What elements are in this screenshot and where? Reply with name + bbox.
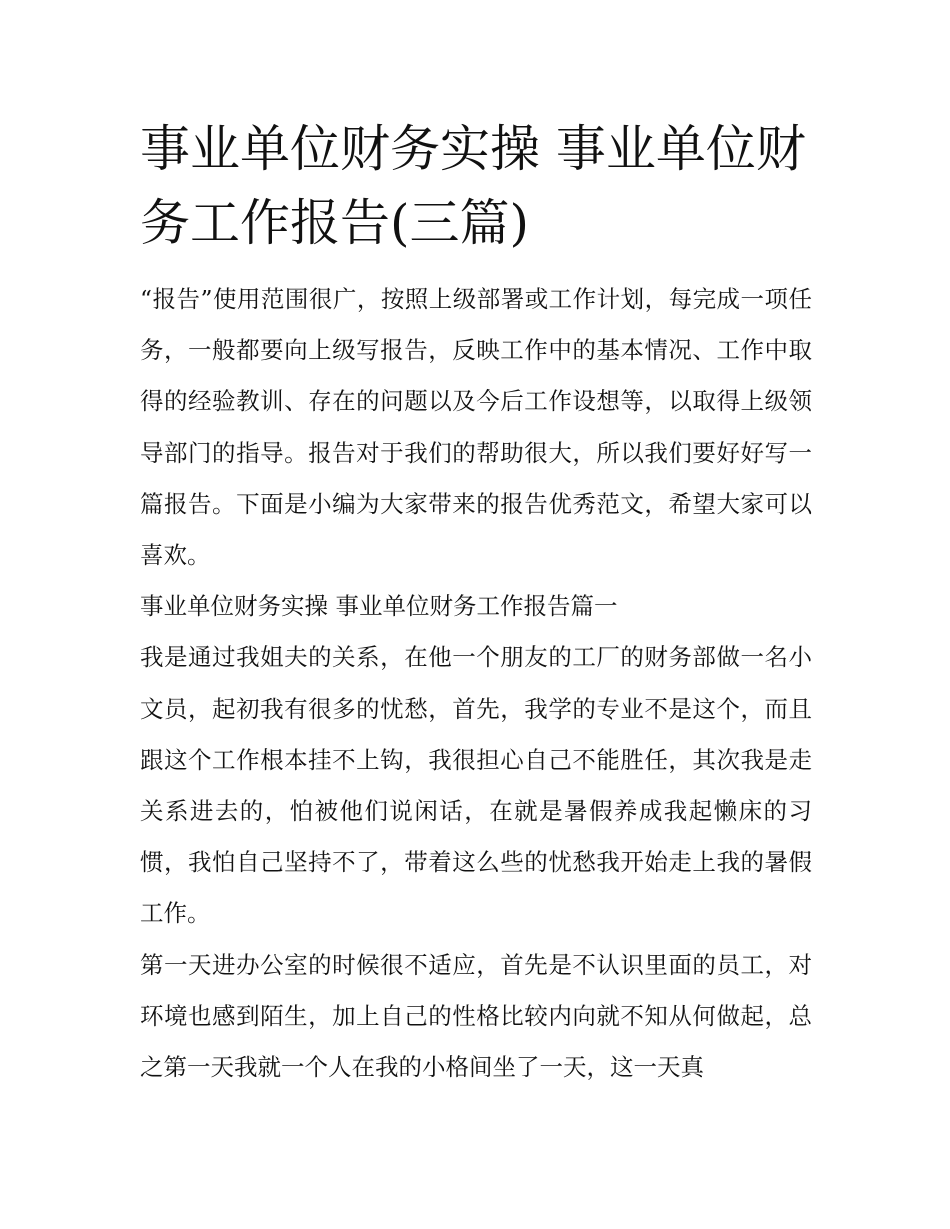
- section-heading: 事业单位财务实操 事业单位财务工作报告篇一: [140, 592, 618, 621]
- intro-paragraph: “报告”使用范围很广，按照上级部署或工作计划，每完成一项任务，一般都要向上级写报告，反映工作中的基本情况、工作中取得的经验教训、存在的问题以及今后工作设想等，以取得上级领导部门的指导。报告对于我们的帮助很大，所以我们要好好写一篇报告。下面是小编为大家带来的报告优秀范文，希望大家可以喜欢。: [140, 285, 812, 570]
- document-page: [140, 112, 812, 1093]
- document-title: 事业单位财务实操 事业单位财务工作报告(三篇): [140, 120, 806, 252]
- body-paragraph: 第一天进办公室的时候很不适应，首先是不认识里面的员工，对环境也感到陌生，加上自己的性格比较内向就不知从何做起，总之第一天我就一个人在我的小格间坐了一天，这一天真: [140, 950, 812, 1082]
- body-paragraph: 我是通过我姐夫的关系，在他一个朋友的工厂的财务部做一名小文员，起初我有很多的忧愁，首先，我学的专业不是这个，而且跟这个工作根本挂不上钩，我很担心自己不能胜任，其次我是走关系进去的，怕被他们说闲话，在就是暑假养成我起懒床的习惯，我怕自己坚持不了，带着这么些的忧愁我开始走上我的暑假工作。: [140, 643, 812, 928]
